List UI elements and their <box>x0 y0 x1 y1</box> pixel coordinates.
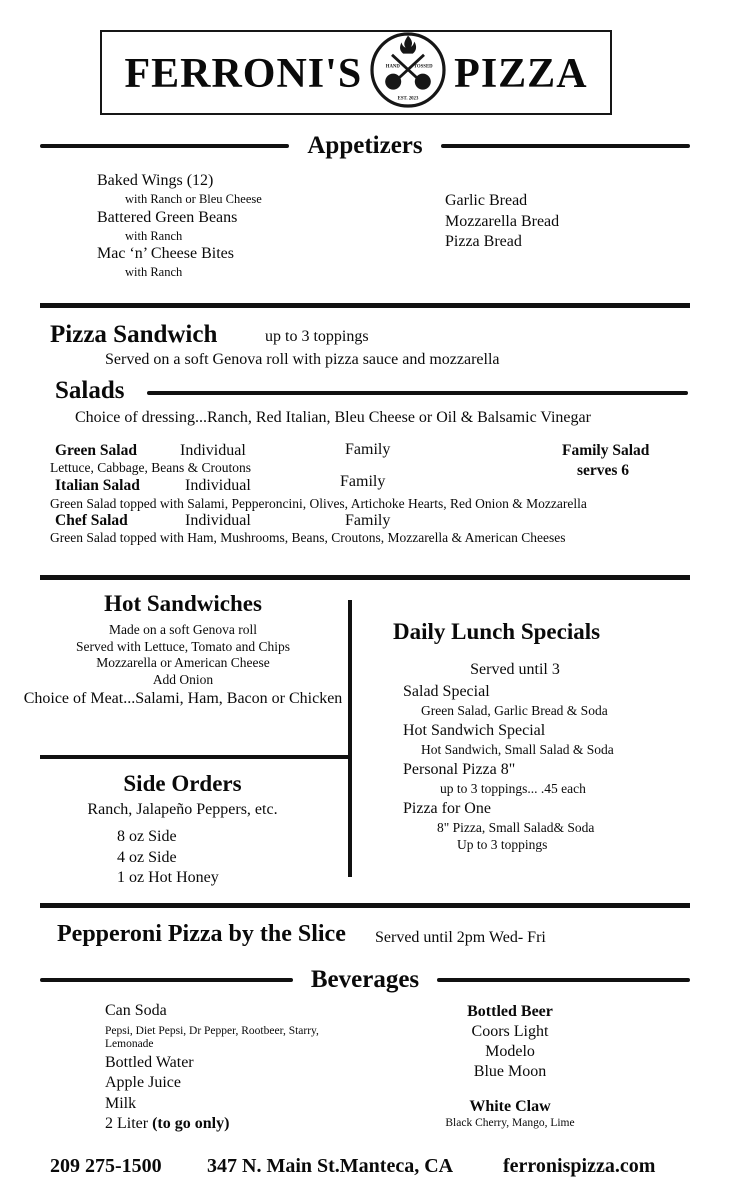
salad-name: Green Salad <box>55 442 137 459</box>
special-name: Personal Pizza 8" <box>403 761 516 778</box>
menu-item-note: with Ranch <box>125 265 183 279</box>
menu-item: Apple Juice <box>105 1074 181 1091</box>
menu-item: 8 oz Side <box>117 828 177 845</box>
hot-sandwiches-line: Add Onion <box>152 671 214 687</box>
hot-sandwiches-line: Served with Lettuce, Tomato and Chips <box>75 638 291 654</box>
crossed-pizza-peels-icon <box>368 30 448 110</box>
phone-number: 209 275-1500 <box>50 1155 162 1177</box>
menu-item: Mac ‘n’ Cheese Bites <box>97 245 234 262</box>
menu-item: 1 oz Hot Honey <box>117 869 219 886</box>
emblem-word-left: HAND <box>385 64 401 70</box>
hot-sandwiches-line: Made on a soft Genova roll <box>108 622 258 637</box>
section-divider <box>40 903 690 908</box>
menu-item: Battered Green Beans <box>97 208 238 226</box>
menu-item: Modelo <box>485 1043 535 1060</box>
menu-item: Milk <box>105 1094 137 1112</box>
salad-size-individual: Individual <box>185 512 251 529</box>
daily-lunch-specials-title: Daily Lunch Specials <box>393 619 601 644</box>
salads-title: Salads <box>55 377 125 404</box>
heading-rule-right <box>441 144 690 148</box>
pizza-sandwich-toppings-note: up to 3 toppings <box>265 328 369 345</box>
menu-item: Mozzarella Bread <box>445 212 560 230</box>
salad-name: Italian Salad <box>55 477 140 494</box>
street-address: 347 N. Main St.Manteca, CA <box>207 1155 454 1177</box>
salad-size-family: Family <box>345 441 391 458</box>
salad-size-individual: Individual <box>185 477 251 494</box>
menu-item: Garlic Bread <box>445 192 528 209</box>
appetizers-left-column <box>97 171 262 281</box>
emblem-established: EST. 2023 <box>397 96 419 102</box>
salad-description: Green Salad topped with Ham, Mushrooms, Beans, Croutons, Mozzarella & American Cheeses <box>50 530 566 545</box>
heading-rule-right <box>437 978 690 982</box>
hot-sandwiches-section <box>8 591 358 708</box>
family-salad-note: Family Salad <box>562 442 650 459</box>
menu-item-note: with Ranch or Bleu Cheese <box>125 192 262 206</box>
pizza-by-slice-note: Served until 2pm Wed- Fri <box>375 929 546 946</box>
logo-text-right: PIZZA <box>454 50 588 97</box>
pizza-sandwich-title: Pizza Sandwich <box>50 321 218 348</box>
hot-sandwiches-title: Hot Sandwiches <box>104 591 262 616</box>
family-salad-serves: serves 6 <box>576 462 630 479</box>
heading-rule-left <box>40 978 293 982</box>
pizza-by-slice-title: Pepperoni Pizza by the Slice <box>57 921 346 947</box>
salads-heading-rule <box>147 391 688 395</box>
special-name: Hot Sandwich Special <box>403 722 546 739</box>
appetizers-title: Appetizers <box>307 132 423 159</box>
daily-lunch-specials-subtitle: Served until 3 <box>470 661 560 678</box>
logo-emblem <box>368 30 448 115</box>
special-note: Green Salad, Garlic Bread & Soda <box>421 703 608 718</box>
menu-item: 4 oz Side <box>117 848 177 866</box>
menu-item-note: with Ranch <box>125 228 183 243</box>
side-orders-section <box>40 771 325 889</box>
emblem-word-right: TOSSED <box>413 64 433 70</box>
salad-size-family: Family <box>345 512 391 529</box>
side-orders-title: Side Orders <box>123 771 242 796</box>
menu-item: Blue Moon <box>473 1063 547 1080</box>
pizza-sandwich-description: Served on a soft Genova roll with pizza sauce and mozzarella <box>105 351 500 368</box>
appetizers-right-column <box>445 191 559 253</box>
daily-lunch-specials-section <box>385 619 685 852</box>
beverages-right-column <box>430 1002 590 1129</box>
menu-item <box>105 1114 319 1135</box>
special-note: 8" Pizza, Small Salad& Soda <box>437 820 595 835</box>
beverages-left-column <box>105 1001 319 1135</box>
two-liter-label: 2 Liter <box>105 1115 153 1132</box>
appetizers-heading-row <box>40 132 690 160</box>
logo-text-left: FERRONI'S <box>124 50 363 97</box>
section-divider <box>40 303 690 308</box>
white-claw-flavors: Black Cherry, Mango, Lime <box>445 1117 575 1129</box>
menu-item: Coors Light <box>471 1023 549 1040</box>
beverages-heading-row <box>40 966 690 994</box>
logo <box>100 30 612 115</box>
special-name: Salad Special <box>403 683 490 700</box>
side-orders-top-rule <box>40 755 348 759</box>
salad-description: Lettuce, Cabbage, Beans & Croutons <box>50 460 251 475</box>
hot-sandwiches-meat-line: Choice of Meat...Salami, Ham, Bacon or Chicken <box>23 690 343 707</box>
hot-sandwiches-line: Mozzarella or American Cheese <box>96 655 270 670</box>
special-note: Hot Sandwich, Small Salad & Soda <box>421 742 614 757</box>
side-orders-items <box>117 827 325 889</box>
flame-icon <box>400 36 416 54</box>
section-divider <box>40 575 690 580</box>
menu-item: Pizza Bread <box>445 233 522 250</box>
salad-size-family: Family <box>340 473 386 490</box>
menu-item: Baked Wings (12) <box>97 172 214 189</box>
heading-rule-left <box>40 144 289 148</box>
menu-item: Bottled Water <box>105 1053 194 1071</box>
special-note: Up to 3 toppings <box>457 837 548 852</box>
menu-item: Can Soda <box>105 1002 167 1019</box>
two-liter-togo-note: (to go only) <box>152 1115 230 1132</box>
salad-name: Chef Salad <box>55 512 128 529</box>
salad-description: Green Salad topped with Salami, Pepperoncini, Olives, Artichoke Hearts, Red Onion & Mozzarella <box>50 496 587 511</box>
salads-dressing-note: Choice of dressing...Ranch, Red Italian, Bleu Cheese or Oil & Balsamic Vinegar <box>75 409 591 426</box>
special-note: up to 3 toppings... .45 each <box>440 781 586 796</box>
side-orders-subtitle: Ranch, Jalapeño Peppers, etc. <box>87 801 278 818</box>
salad-size-individual: Individual <box>180 442 246 459</box>
special-name: Pizza for One <box>403 800 491 817</box>
bottled-beer-title: Bottled Beer <box>467 1003 553 1020</box>
white-claw-title: White Claw <box>469 1098 551 1115</box>
website-url: ferronispizza.com <box>503 1155 656 1177</box>
can-soda-flavors: Pepsi, Diet Pepsi, Dr Pepper, Rootbeer, Starry, <box>105 1024 319 1037</box>
beverages-title: Beverages <box>310 966 420 993</box>
can-soda-flavors: Lemonade <box>105 1037 154 1050</box>
